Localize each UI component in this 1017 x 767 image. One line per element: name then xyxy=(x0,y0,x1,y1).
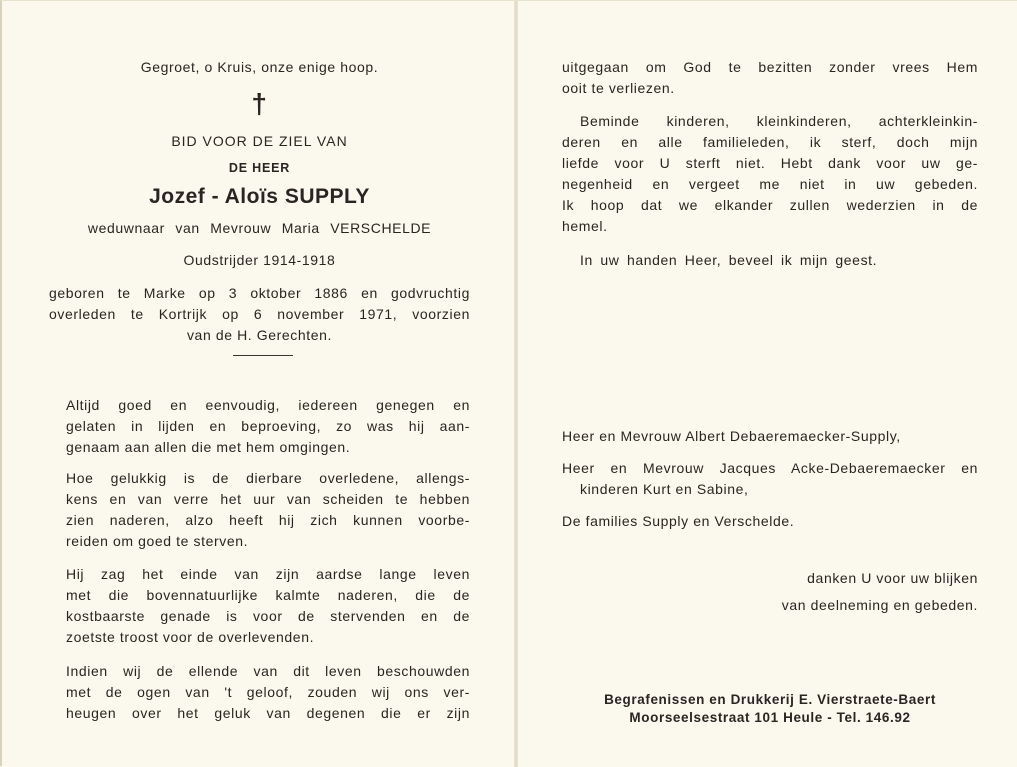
card-fold xyxy=(514,1,518,767)
text-line: zien naderen, alzo heeft hij zich kunnen voorbe- xyxy=(66,512,470,528)
greeting: Gegroet, o Kruis, onze enige hoop. xyxy=(140,59,379,75)
text-line: Ik hoop dat we elkander zullen wederzien in de xyxy=(562,197,978,213)
widower-line: weduwnaar van Mevrouw Maria VERSCHELDE xyxy=(87,220,432,236)
paragraph-continuation xyxy=(562,57,978,99)
paragraph-farewell xyxy=(562,111,978,237)
divider xyxy=(233,355,293,356)
text-line: geboren te Marke op 3 oktober 1886 en godvruchtig xyxy=(49,285,470,301)
text-line: Begrafenissen en Drukkerij E. Vierstraete-Baert xyxy=(604,692,936,707)
family-line: Heer en Mevrouw Albert Debaeremaecker-Supply, xyxy=(562,428,901,444)
text-line: overleden te Kortrijk op 6 november 1971, voorzien xyxy=(49,306,470,322)
birth-death-block xyxy=(49,283,470,346)
thanks-block xyxy=(562,565,978,619)
final-prayer: In uw handen Heer, beveel ik mijn geest. xyxy=(580,252,878,268)
text-line: danken U voor uw blijken xyxy=(807,570,978,586)
text-line: Hij zag het einde van zijn aardse lange leven xyxy=(66,566,470,582)
prayer-request: BID VOOR DE ZIEL VAN xyxy=(171,133,348,149)
family-block xyxy=(562,458,978,500)
text-line: Heer en Mevrouw Jacques Acke-Debaeremaecker en xyxy=(562,460,978,476)
text-line: van de H. Gerechten. xyxy=(186,327,333,343)
text-line: heugen over het geluk van degenen die er zijn xyxy=(66,705,470,721)
text-line: reiden om goed te sterven. xyxy=(66,533,249,549)
text-line: Indien wij de ellende van dit leven beschouwden xyxy=(66,663,470,679)
text-line: Altijd goed en eenvoudig, iedereen genegen en xyxy=(66,397,470,413)
text-line: deren en alle familieleden, ik sterf, doch mijn xyxy=(562,134,978,150)
text-line: kinderen Kurt en Sabine, xyxy=(580,481,749,497)
veteran-line: Oudstrijder 1914-1918 xyxy=(183,252,336,268)
text-line: ooit te verliezen. xyxy=(562,80,675,96)
paragraph-faith xyxy=(66,661,470,724)
text-line: genaam aan allen die met hem omgingen. xyxy=(66,439,351,455)
cross-icon: † xyxy=(251,88,268,119)
family-line: De families Supply en Verschelde. xyxy=(562,513,795,529)
text-line: uitgegaan om God te bezitten zonder vrees Hem xyxy=(562,59,978,75)
text-line: Moorseelsestraat 101 Heule - Tel. 146.92 xyxy=(629,710,911,725)
text-line: kostbaarste genade is voor de stervenden en de xyxy=(66,608,470,624)
text-line: gelaten in lijden en beproeving, zo was hij aan- xyxy=(66,418,470,434)
honorific: DE HEER xyxy=(228,161,291,175)
paragraph-character xyxy=(66,395,470,458)
printer-imprint xyxy=(562,691,978,727)
text-line: zoetste troost voor de overlevenden. xyxy=(66,629,315,645)
text-line: van deelneming en gebeden. xyxy=(781,597,978,613)
text-line: Hoe gelukkig is de dierbare overledene, allengs- xyxy=(66,470,470,486)
text-line: kens en van verre het uur van scheiden te hebben xyxy=(66,491,470,507)
text-line: Beminde kinderen, kleinkinderen, achterkleinkin- xyxy=(580,113,978,129)
left-page xyxy=(49,1,470,767)
right-page xyxy=(562,1,978,767)
paragraph-death xyxy=(66,468,470,552)
text-line: met de ogen van 't geloof, zouden wij ons ver- xyxy=(66,684,470,700)
paragraph-end-of-life xyxy=(66,564,470,648)
text-line: negenheid en vergeet me niet in uw gebeden. xyxy=(562,176,978,192)
text-line: met die bovennatuurlijke kalmte naderen, die de xyxy=(66,587,470,603)
deceased-name: Jozef - Aloïs SUPPLY xyxy=(149,185,370,208)
text-line: liefde voor U sterft niet. Hebt dank voor uw ge- xyxy=(562,155,978,171)
text-line: hemel. xyxy=(562,218,608,234)
